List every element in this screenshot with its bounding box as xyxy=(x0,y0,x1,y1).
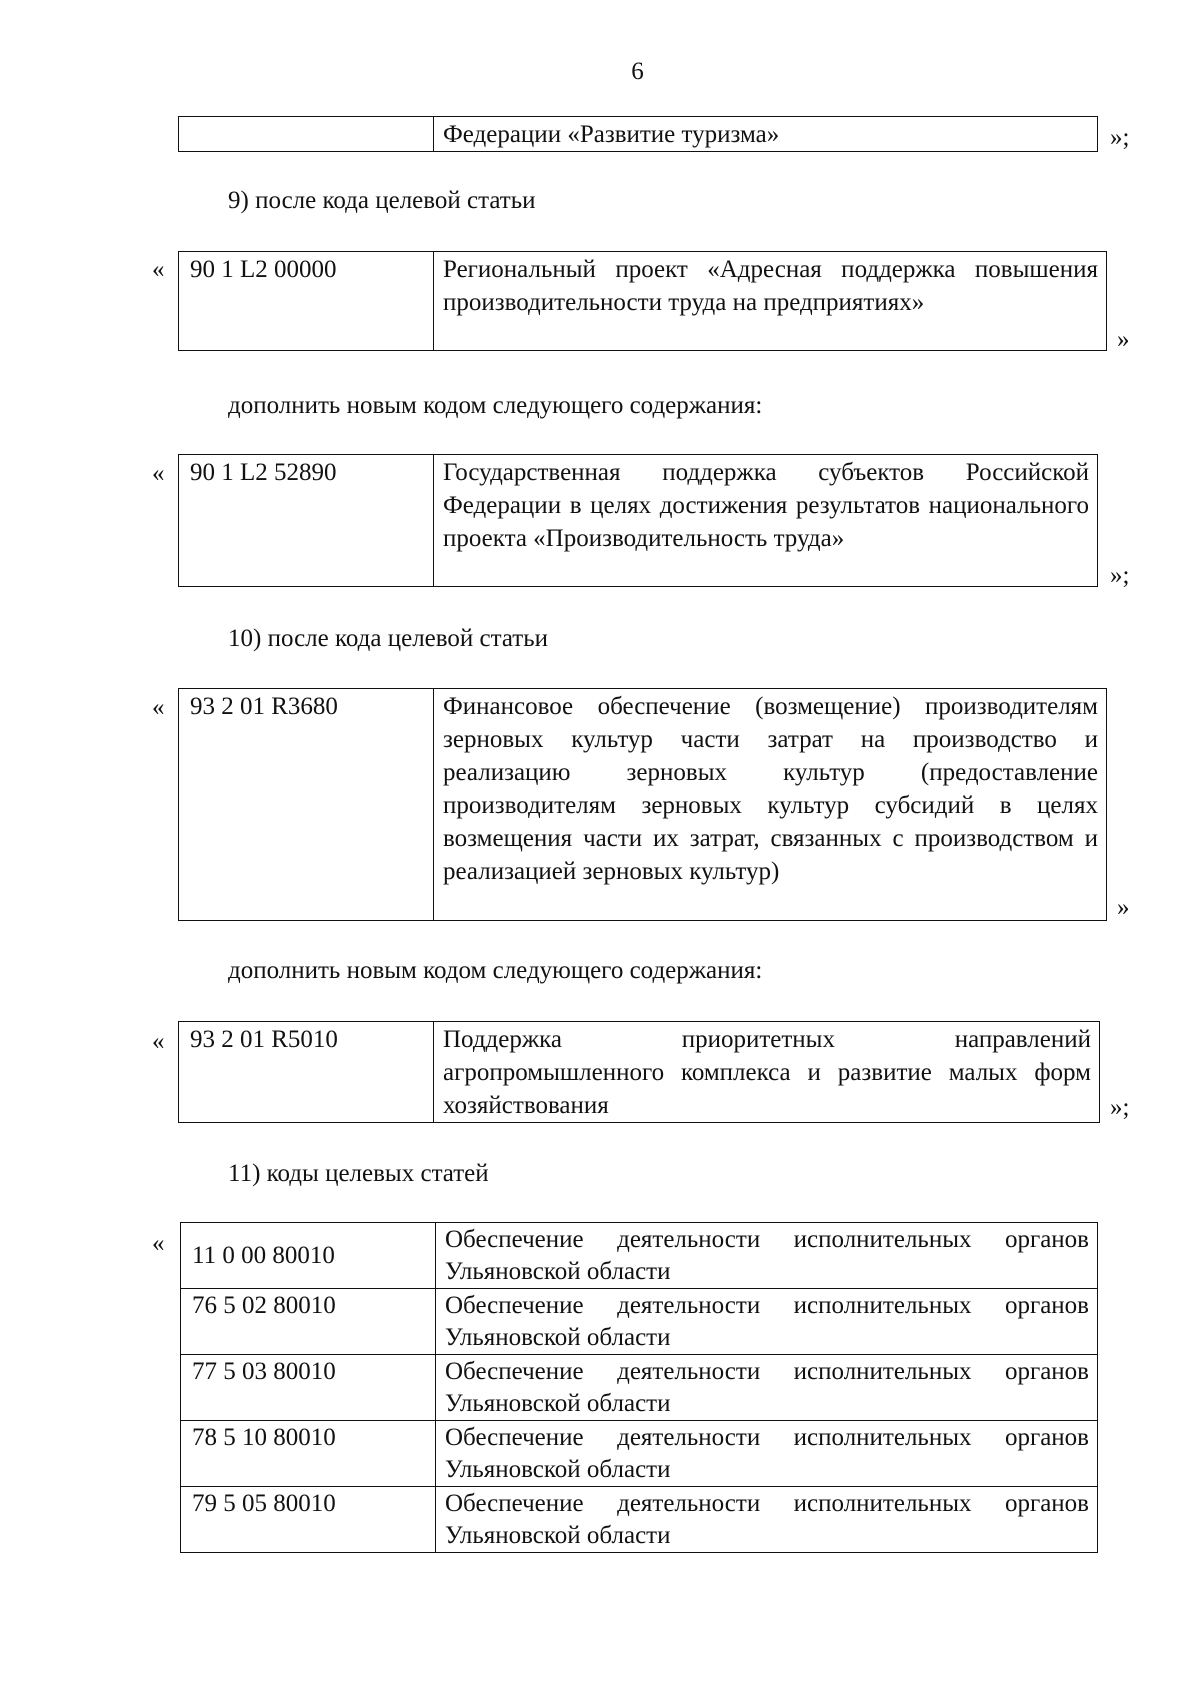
opening-quote: « xyxy=(152,1230,165,1257)
description-cell xyxy=(436,1421,1098,1487)
table-row xyxy=(179,252,1107,351)
code-cell: 93 2 01 R3680 xyxy=(179,689,434,921)
closing-quote: » xyxy=(1117,326,1130,353)
item-9-heading: 9) после кода целевой статьи xyxy=(228,187,536,214)
description-text: Обеспечение деятельности исполнительных органов Ульяновской области xyxy=(445,1292,1089,1351)
closing-quote: »; xyxy=(1110,124,1130,151)
table-row xyxy=(181,1421,1098,1487)
description-text: Государственная поддержка субъектов Российской Федерации в целях достижения результатов национального проекта «Производительность труда» xyxy=(443,459,1089,552)
description-cell xyxy=(434,1022,1100,1123)
page-number: 6 xyxy=(631,58,644,85)
opening-quote: « xyxy=(152,460,165,487)
closing-quote: »; xyxy=(1110,1094,1130,1121)
table-row xyxy=(181,1223,1098,1289)
table-row xyxy=(179,689,1107,921)
description-text: Поддержка приоритетных направлений агропромышленного комплекса и развитие малых форм хозяйствования xyxy=(443,1026,1091,1119)
code-cell: 76 5 02 80010 xyxy=(181,1289,436,1355)
item-11-heading: 11) коды целевых статей xyxy=(228,1160,489,1187)
opening-quote: « xyxy=(152,256,165,283)
table-row xyxy=(181,1289,1098,1355)
table-item-10-new xyxy=(178,1021,1100,1123)
item-10-heading: 10) после кода целевой статьи xyxy=(228,625,549,652)
code-cell: 79 5 05 80010 xyxy=(181,1487,436,1553)
table-row xyxy=(179,455,1098,587)
description-text: Федерации «Развитие туризма» xyxy=(443,121,780,148)
description-text: Региональный проект «Адресная поддержка повышения производительности труда на предприятиях» xyxy=(443,256,1098,316)
description-text: Финансовое обеспечение (возмещение) производителям зерновых культур части затрат на производство и реализацию зерновых культур (предоставление производителям зерновых культур субсидий в целях возмещения части их затрат, связанных с производством и реализацией зерновых культур) xyxy=(443,693,1098,885)
code-cell: 78 5 10 80010 xyxy=(181,1421,436,1487)
description-text: Обеспечение деятельности исполнительных органов Ульяновской области xyxy=(445,1358,1089,1417)
item-10-addition-heading: дополнить новым кодом следующего содержания: xyxy=(228,957,763,984)
table-item-9 xyxy=(178,251,1107,351)
table-row xyxy=(179,1022,1100,1123)
code-cell: 93 2 01 R5010 xyxy=(179,1022,434,1123)
description-cell xyxy=(434,117,1098,152)
description-cell xyxy=(434,252,1107,351)
table-row xyxy=(179,117,1098,152)
table-row xyxy=(181,1487,1098,1553)
code-cell xyxy=(179,117,434,152)
description-cell xyxy=(434,689,1107,921)
description-cell xyxy=(436,1487,1098,1553)
code-cell: 11 0 00 80010 xyxy=(181,1223,436,1289)
description-cell xyxy=(434,455,1098,587)
description-text: Обеспечение деятельности исполнительных органов Ульяновской области xyxy=(445,1424,1089,1483)
opening-quote: « xyxy=(152,1028,165,1055)
item-9-addition-heading: дополнить новым кодом следующего содержания: xyxy=(228,392,763,419)
table-continuation xyxy=(178,116,1098,152)
description-cell xyxy=(436,1355,1098,1421)
code-cell: 77 5 03 80010 xyxy=(181,1355,436,1421)
description-text: Обеспечение деятельности исполнительных органов Ульяновской области xyxy=(445,1226,1089,1285)
closing-quote: »; xyxy=(1110,562,1130,589)
table-item-10 xyxy=(178,688,1107,921)
table-item-9-new xyxy=(178,454,1098,587)
description-cell xyxy=(436,1289,1098,1355)
closing-quote: » xyxy=(1117,894,1130,921)
description-text: Обеспечение деятельности исполнительных органов Ульяновской области xyxy=(445,1490,1089,1549)
code-cell: 90 1 L2 52890 xyxy=(179,455,434,587)
description-cell xyxy=(436,1223,1098,1289)
code-cell: 90 1 L2 00000 xyxy=(179,252,434,351)
table-item-11 xyxy=(180,1222,1098,1553)
table-row xyxy=(181,1355,1098,1421)
opening-quote: « xyxy=(152,694,165,721)
